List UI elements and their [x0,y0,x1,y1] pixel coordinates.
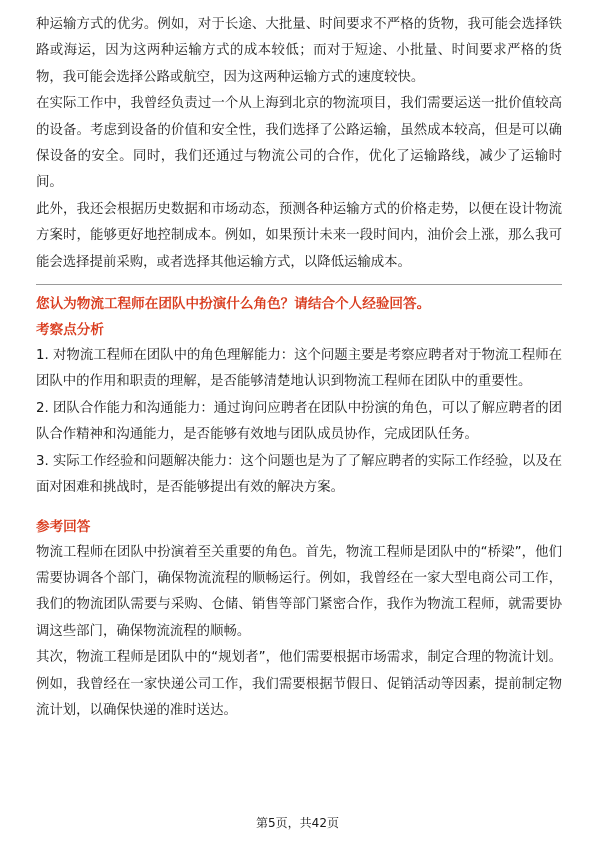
section-divider [36,284,562,285]
answer-paragraph-1: 物流工程师在团队中扮演着至关重要的角色。首先，物流工程师是团队中的“桥梁”，他们需要协调各个部门，确保物流流程的顺畅运行。例如，我曾经在一家大型电商公司工作，我们的物流团队需要与采购、仓储、销售等部门紧密合作，我作为物流工程师，就需要协调这些部门，确保物流流程的顺畅。 [36,544,562,639]
intro-paragraph-2: 在实际工作中，我曾经负责过一个从上海到北京的物流项目，我们需要运送一批价值较高的设备。考虑到设备的价值和安全性，我们选择了公路运输，虽然成本较高，但是可以确保设备的安全。同时，我们还通过与物流公司的合作，优化了运输路线，减少了运输时间。 [36,96,562,191]
analysis-title: 考察点分析 [36,322,104,339]
page-number-footer: 第5页，共42页 [256,816,339,830]
answer-paragraph-2: 其次，物流工程师是团队中的“规划者”，他们需要根据市场需求，制定合理的物流计划。例如，我曾经在一家快递公司工作，我们需要根据节假日、促销活动等因素，提前制定物流计划，以确保快递的准时送达。 [36,650,562,718]
analysis-point-2: 2. 团队合作能力和沟通能力：通过询问应聘者在团队中扮演的角色，可以了解应聘者的团队合作精神和沟通能力，是否能够有效地与团队成员协作，完成团队任务。 [36,400,562,443]
analysis-point-3: 3. 实际工作经验和问题解决能力：这个问题也是为了了解应聘者的实际工作经验，以及在面对困难和挑战时，是否能够提出有效的解决方案。 [36,453,562,496]
document-page [36,12,562,724]
intro-paragraph-1: 种运输方式的优劣。例如，对于长途、大批量、时间要求不严格的货物，我可能会选择铁路或海运，因为这两种运输方式的成本较低；而对于短途、小批量、时间要求严格的货物，我可能会选择公路或航空，因为这两种运输方式的速度较快。 [36,17,562,85]
intro-paragraph-3: 此外，我还会根据历史数据和市场动态，预测各种运输方式的价格走势，以便在设计物流方案时，能够更好地控制成本。例如，如果预计未来一段时间内，油价会上涨，那么我可能会选择提前采购，或者选择其他运输方式，以降低运输成本。 [36,201,562,270]
analysis-point-1: 1. 对物流工程师在团队中的角色理解能力：这个问题主要是考察应聘者对于物流工程师在团队中的作用和职责的理解，是否能够清楚地认识到物流工程师在团队中的重要性。 [36,348,562,390]
interview-question: 您认为物流工程师在团队中扮演什么角色？请结合个人经验回答。 [36,296,431,313]
answer-title: 参考回答 [36,518,91,535]
